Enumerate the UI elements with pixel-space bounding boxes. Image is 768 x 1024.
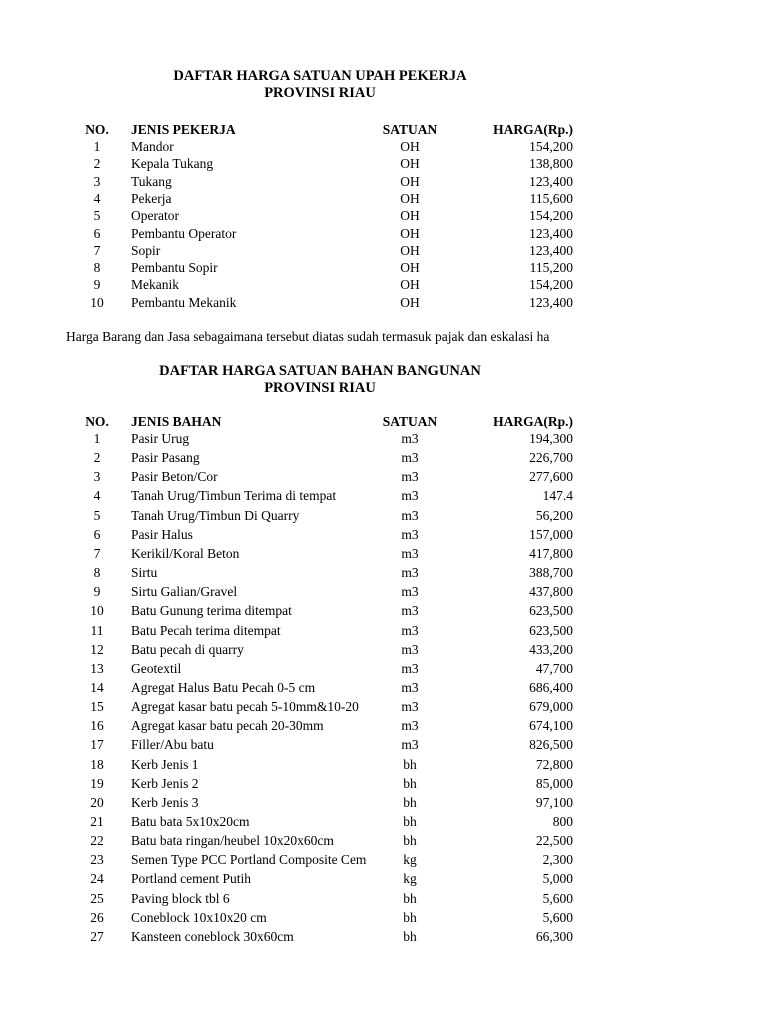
row-number: 22 xyxy=(90,833,104,849)
row-price: 154,200 xyxy=(529,208,573,224)
row-name: Sopir xyxy=(131,242,161,258)
section1-title: DAFTAR HARGA SATUAN UPAH PEKERJA xyxy=(173,68,467,84)
row-unit: bh xyxy=(403,794,417,810)
table-row xyxy=(0,225,768,243)
row-number: 7 xyxy=(93,242,101,258)
section2-title: DAFTAR HARGA SATUAN BAHAN BANGUNAN xyxy=(159,363,481,379)
section2-subtitle: PROVINSI RIAU xyxy=(264,380,376,396)
row-price: 686,400 xyxy=(529,679,573,695)
row-name: Pasir Pasang xyxy=(131,450,200,466)
row-number: 6 xyxy=(93,526,101,542)
row-unit: OH xyxy=(400,190,420,206)
row-unit: m3 xyxy=(401,545,419,561)
row-unit: OH xyxy=(400,225,420,241)
header-name: JENIS BAHAN xyxy=(131,414,222,429)
row-number: 27 xyxy=(90,928,104,944)
row-price: 154,200 xyxy=(529,139,573,154)
row-number: 8 xyxy=(93,565,101,581)
row-unit: m3 xyxy=(401,431,419,446)
row-price: 674,100 xyxy=(529,718,573,734)
row-name: Batu Pecah terima ditempat xyxy=(131,622,281,638)
row-name: Mandor xyxy=(131,139,174,154)
header-no: NO. xyxy=(85,414,109,429)
row-name: Filler/Abu batu xyxy=(131,737,214,753)
row-unit: m3 xyxy=(401,660,419,676)
row-unit: m3 xyxy=(401,622,419,638)
row-number: 2 xyxy=(93,156,101,172)
row-name: Agregat kasar batu pecah 20-30mm xyxy=(131,718,324,734)
row-name: Batu bata ringan/heubel 10x20x60cm xyxy=(131,833,334,849)
row-price: 72,800 xyxy=(535,756,573,772)
row-unit: OH xyxy=(400,277,420,293)
row-price: 157,000 xyxy=(529,526,573,542)
row-price: 437,800 xyxy=(529,584,573,600)
row-unit: bh xyxy=(403,928,417,944)
row-price: 800 xyxy=(552,814,573,829)
row-name: Paving block tbl 6 xyxy=(131,890,230,906)
row-name: Coneblock 10x10x20 cm xyxy=(131,909,267,925)
header-unit: SATUAN xyxy=(382,122,438,137)
row-name: Mekanik xyxy=(131,277,179,293)
row-price: 138,800 xyxy=(529,156,573,172)
row-name: Kepala Tukang xyxy=(131,156,214,172)
row-number: 7 xyxy=(93,545,101,561)
row-number: 24 xyxy=(90,871,104,887)
row-price: 56,200 xyxy=(535,507,573,523)
table-row xyxy=(0,679,768,697)
tax-note: Harga Barang dan Jasa sebagaimana tersebut diatas sudah termasuk pajak dan eskalasi ha xyxy=(66,329,550,344)
table-row xyxy=(0,259,768,277)
row-unit: OH xyxy=(400,173,420,189)
row-unit: m3 xyxy=(401,469,419,485)
row-name: Kerb Jenis 2 xyxy=(131,775,199,791)
table-row xyxy=(0,430,768,448)
table-row xyxy=(0,138,768,156)
table-row xyxy=(0,851,768,869)
header-no: NO. xyxy=(85,122,109,137)
row-name: Sirtu Galian/Gravel xyxy=(131,584,238,600)
row-price: 123,400 xyxy=(529,242,573,258)
row-price: 623,500 xyxy=(529,603,573,619)
row-name: Kerikil/Koral Beton xyxy=(131,545,240,561)
table-row xyxy=(0,242,768,260)
row-price: 826,500 xyxy=(529,737,573,753)
row-number: 13 xyxy=(90,660,104,676)
row-name: Pembantu Sopir xyxy=(131,260,218,276)
row-price: 277,600 xyxy=(529,469,573,485)
header-name: JENIS PEKERJA xyxy=(131,122,236,137)
table-row xyxy=(0,870,768,888)
row-name: Kansteen coneblock 30x60cm xyxy=(131,928,294,944)
row-name: Batu bata 5x10x20cm xyxy=(131,814,250,829)
table-row xyxy=(0,717,768,735)
row-number: 6 xyxy=(93,225,101,241)
table-row xyxy=(0,207,768,225)
row-price: 85,000 xyxy=(535,775,573,791)
row-unit: OH xyxy=(400,139,420,154)
row-number: 3 xyxy=(93,173,101,189)
row-unit: m3 xyxy=(401,737,419,753)
row-price: 194,300 xyxy=(529,431,573,446)
row-unit: kg xyxy=(403,871,417,887)
row-unit: OH xyxy=(400,242,420,258)
row-price: 66,300 xyxy=(535,928,573,944)
row-number: 1 xyxy=(93,431,101,446)
section1-header-row xyxy=(0,121,768,139)
table-row xyxy=(0,832,768,850)
row-number: 2 xyxy=(93,450,101,466)
row-name: Semen Type PCC Portland Composite Cem xyxy=(131,852,367,868)
row-unit: OH xyxy=(400,208,420,224)
row-price: 5,600 xyxy=(542,909,573,925)
row-price: 388,700 xyxy=(529,565,573,581)
row-number: 1 xyxy=(93,139,101,154)
row-number: 8 xyxy=(93,260,101,276)
row-name: Pekerja xyxy=(131,190,172,206)
table-row xyxy=(0,468,768,486)
row-unit: OH xyxy=(400,260,420,276)
row-unit: bh xyxy=(403,756,417,772)
row-name: Pasir Halus xyxy=(131,526,193,542)
row-name: Batu Gunung terima ditempat xyxy=(131,603,292,619)
row-number: 12 xyxy=(90,641,104,657)
row-name: Pasir Urug xyxy=(131,431,190,446)
row-number: 16 xyxy=(90,718,104,734)
row-unit: bh xyxy=(403,814,417,829)
row-number: 10 xyxy=(90,294,104,310)
table-row xyxy=(0,622,768,640)
row-name: Tanah Urug/Timbun Terima di tempat xyxy=(131,488,337,504)
row-number: 23 xyxy=(90,852,104,868)
row-name: Pembantu Operator xyxy=(131,225,237,241)
row-number: 21 xyxy=(90,814,104,829)
row-unit: m3 xyxy=(401,679,419,695)
row-name: Tukang xyxy=(131,173,172,189)
row-price: 123,400 xyxy=(529,173,573,189)
row-name: Sirtu xyxy=(131,565,158,581)
row-number: 5 xyxy=(93,507,101,523)
table-row xyxy=(0,155,768,173)
table-row xyxy=(0,756,768,774)
row-unit: m3 xyxy=(401,565,419,581)
section2-header-row xyxy=(0,413,768,431)
row-name: Pembantu Mekanik xyxy=(131,294,237,310)
row-unit: OH xyxy=(400,294,420,310)
row-number: 5 xyxy=(93,208,101,224)
table-row xyxy=(0,698,768,716)
table-row xyxy=(0,190,768,208)
row-price: 97,100 xyxy=(535,794,573,810)
row-number: 9 xyxy=(93,584,101,600)
row-number: 25 xyxy=(90,890,104,906)
row-number: 3 xyxy=(93,469,101,485)
row-unit: bh xyxy=(403,890,417,906)
row-number: 15 xyxy=(90,699,104,715)
row-number: 14 xyxy=(90,679,104,695)
table-row xyxy=(0,602,768,620)
row-number: 20 xyxy=(90,794,104,810)
table-row xyxy=(0,890,768,908)
table-row xyxy=(0,487,768,505)
row-name: Batu pecah di quarry xyxy=(131,641,244,657)
row-unit: m3 xyxy=(401,699,419,715)
row-name: Geotextil xyxy=(131,660,182,676)
table-row xyxy=(0,660,768,678)
table-row xyxy=(0,775,768,793)
row-number: 4 xyxy=(93,488,101,504)
row-price: 5,000 xyxy=(542,871,573,887)
row-unit: m3 xyxy=(401,488,419,504)
row-unit: bh xyxy=(403,775,417,791)
row-unit: OH xyxy=(400,156,420,172)
table-row xyxy=(0,276,768,294)
row-number: 10 xyxy=(90,603,104,619)
row-unit: m3 xyxy=(401,526,419,542)
table-row xyxy=(0,928,768,946)
table-row xyxy=(0,736,768,754)
row-name: Pasir Beton/Cor xyxy=(131,469,218,485)
row-price: 5,600 xyxy=(542,890,573,906)
row-price: 123,400 xyxy=(529,225,573,241)
row-price: 115,600 xyxy=(529,190,573,206)
row-number: 26 xyxy=(90,909,104,925)
header-price: HARGA(Rp.) xyxy=(493,414,573,429)
row-price: 433,200 xyxy=(529,641,573,657)
table-row xyxy=(0,794,768,812)
row-unit: bh xyxy=(403,833,417,849)
row-price: 623,500 xyxy=(529,622,573,638)
row-name: Tanah Urug/Timbun Di Quarry xyxy=(131,507,300,523)
row-number: 18 xyxy=(90,756,104,772)
row-unit: m3 xyxy=(401,584,419,600)
table-row xyxy=(0,526,768,544)
row-unit: m3 xyxy=(401,507,419,523)
row-price: 115,200 xyxy=(529,260,573,276)
row-name: Operator xyxy=(131,208,179,224)
table-row xyxy=(0,449,768,467)
table-row xyxy=(0,641,768,659)
row-price: 417,800 xyxy=(529,545,573,561)
row-unit: bh xyxy=(403,909,417,925)
row-unit: m3 xyxy=(401,718,419,734)
table-row xyxy=(0,507,768,525)
row-price: 147.4 xyxy=(542,488,573,504)
row-name: Kerb Jenis 1 xyxy=(131,756,199,772)
row-name: Agregat Halus Batu Pecah 0-5 cm xyxy=(131,679,316,695)
table-row xyxy=(0,909,768,927)
header-unit: SATUAN xyxy=(382,414,438,429)
row-number: 11 xyxy=(90,622,104,638)
row-price: 47,700 xyxy=(535,660,573,676)
table-row xyxy=(0,564,768,582)
row-price: 22,500 xyxy=(535,833,573,849)
row-unit: m3 xyxy=(401,450,419,466)
row-number: 17 xyxy=(90,737,104,753)
row-price: 679,000 xyxy=(529,699,573,715)
row-name: Kerb Jenis 3 xyxy=(131,794,199,810)
row-name: Agregat kasar batu pecah 5-10mm&10-20 xyxy=(131,699,359,715)
row-unit: m3 xyxy=(401,603,419,619)
table-row xyxy=(0,583,768,601)
row-number: 4 xyxy=(93,190,101,206)
row-price: 123,400 xyxy=(529,294,573,310)
row-price: 2,300 xyxy=(542,852,573,868)
table-row xyxy=(0,813,768,831)
row-unit: m3 xyxy=(401,641,419,657)
row-unit: kg xyxy=(403,852,417,868)
row-price: 226,700 xyxy=(529,450,573,466)
header-price: HARGA(Rp.) xyxy=(493,122,573,137)
table-row xyxy=(0,173,768,191)
table-row xyxy=(0,294,768,312)
table-row xyxy=(0,545,768,563)
row-number: 19 xyxy=(90,775,104,791)
section1-subtitle: PROVINSI RIAU xyxy=(264,85,376,101)
row-number: 9 xyxy=(93,277,101,293)
row-price: 154,200 xyxy=(529,277,573,293)
row-name: Portland cement Putih xyxy=(131,871,251,887)
